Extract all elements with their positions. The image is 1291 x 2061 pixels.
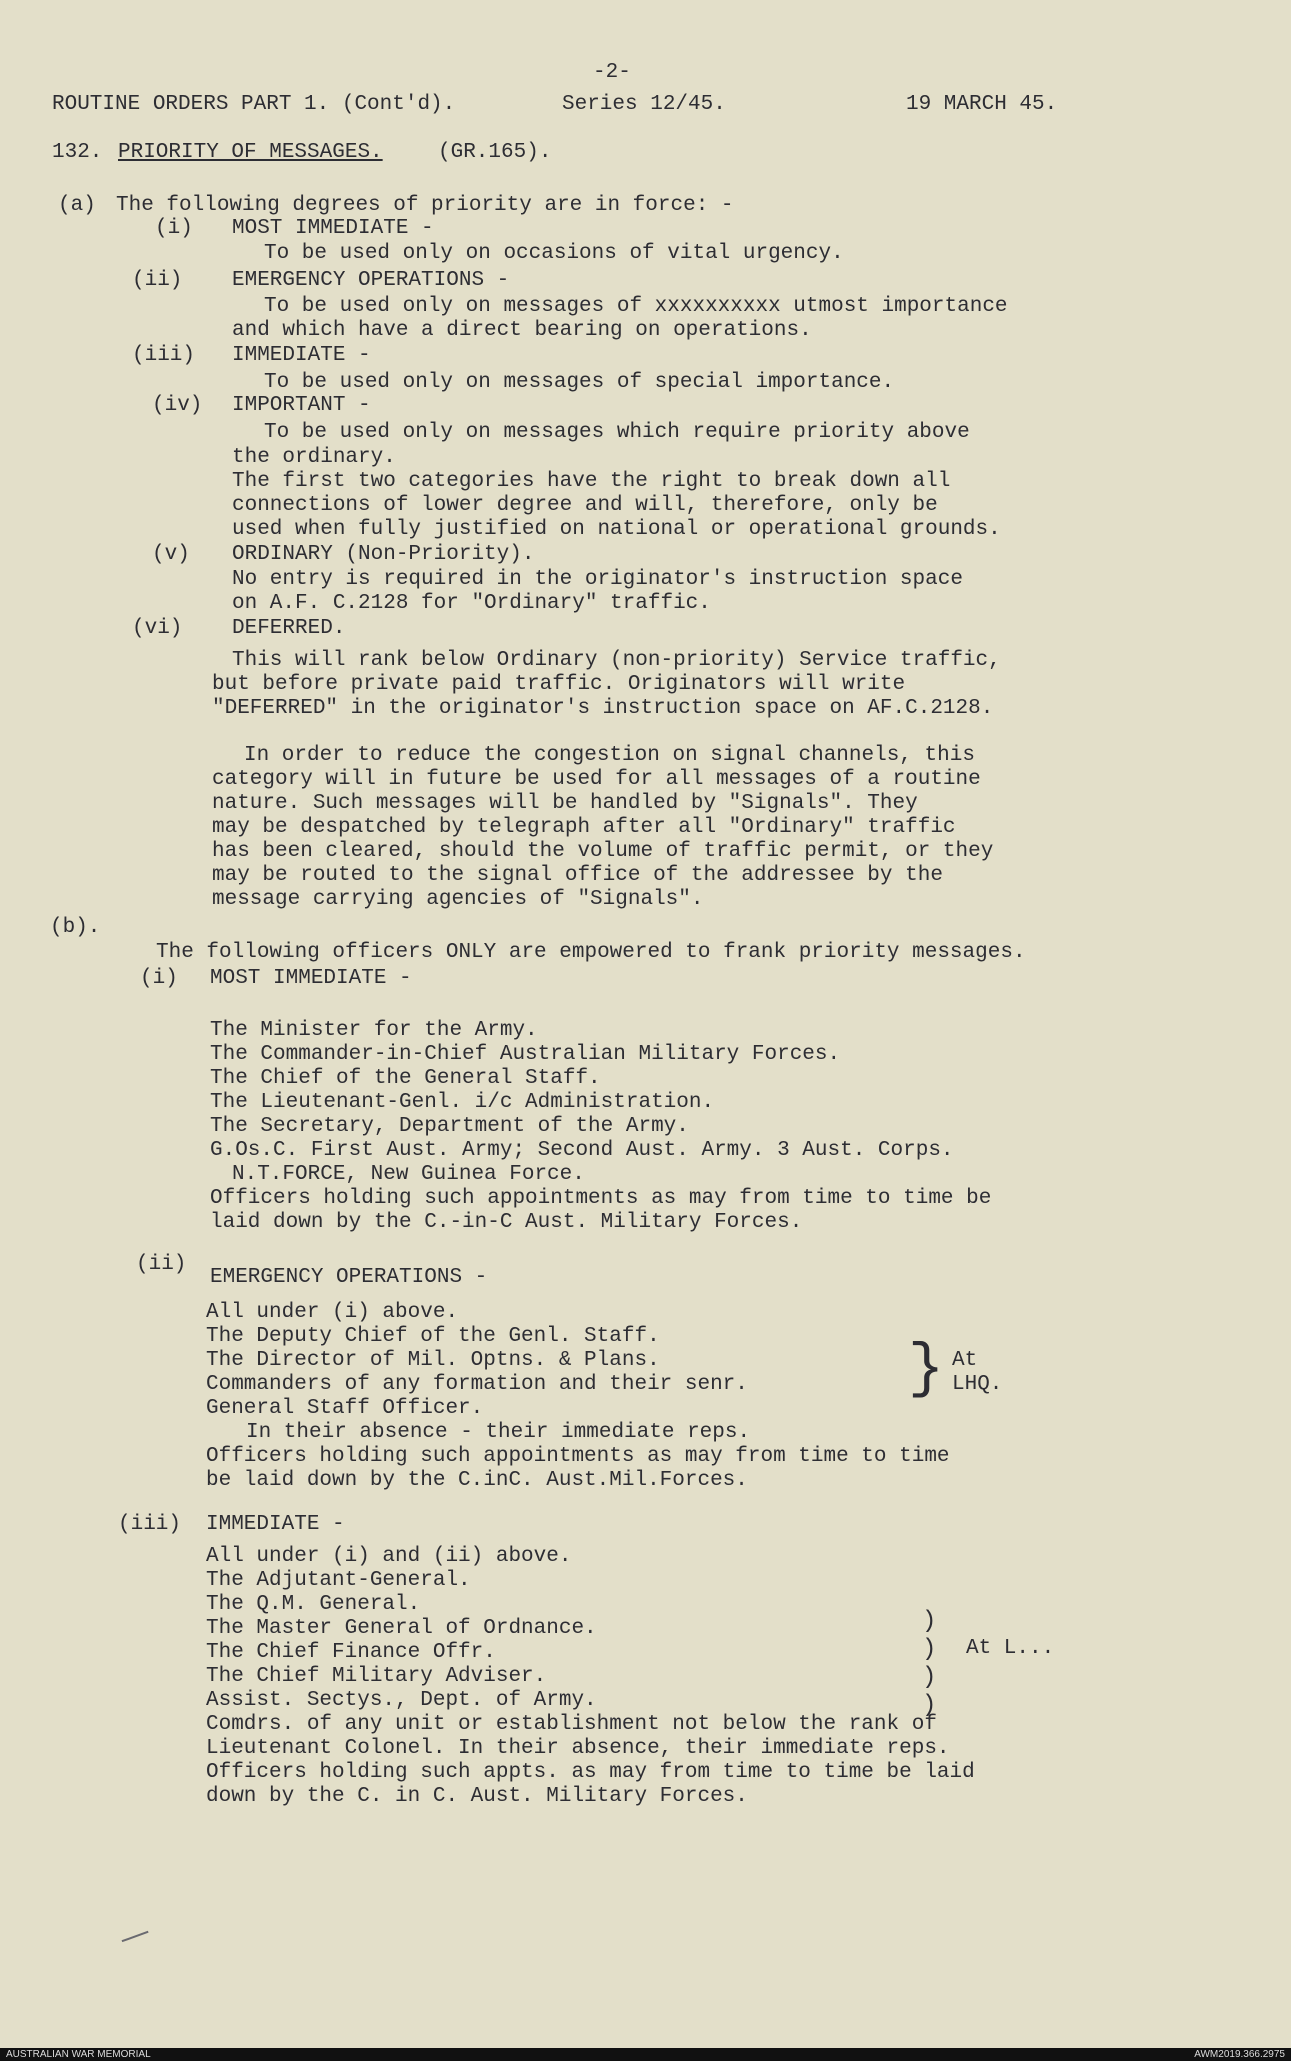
group-text-line: The Lieutenant-Genl. i/c Administration.: [210, 1091, 715, 1114]
part-a-intro: The following degrees of priority are in force: -: [116, 194, 734, 217]
item-text-line: The first two categories have the right to break down all: [232, 470, 951, 493]
item-number: (v): [152, 543, 190, 566]
item-number: (iii): [132, 344, 196, 367]
group-text-line: The Minister for the Army.: [210, 1019, 538, 1042]
group-text-line: N.T.FORCE, New Guinea Force.: [232, 1163, 585, 1186]
group-text-line: The Master General of Ordnance.: [206, 1617, 597, 1640]
group-text-line: In their absence - their immediate reps.: [246, 1421, 751, 1444]
side-note: LHQ.: [952, 1373, 1003, 1396]
group-text-line: Officers holding such appointments as may from time to time: [206, 1445, 950, 1468]
part-b-label: (b).: [50, 916, 101, 939]
group-text-line: The Chief Military Adviser.: [206, 1665, 547, 1688]
group-text-line: The Adjutant-General.: [206, 1569, 471, 1592]
item-title: ORDINARY (Non-Priority).: [232, 543, 535, 566]
item-text-line: the ordinary.: [232, 446, 396, 469]
item-title: EMERGENCY OPERATIONS -: [232, 269, 510, 292]
group-text-line: The Director of Mil. Optns. & Plans.: [206, 1349, 660, 1372]
bracket-mark: ) ) ) ): [922, 1608, 937, 1719]
item-title: DEFERRED.: [232, 617, 346, 640]
group-text-line: Officers holding such appointments as may from time to time be: [210, 1187, 992, 1210]
footer-institution: AUSTRALIAN WAR MEMORIAL: [6, 2049, 151, 2060]
side-note: At: [952, 1349, 978, 1372]
group-text-line: The Chief Finance Offr.: [206, 1641, 496, 1664]
item-text-line: category will in future be used for all messages of a routine: [212, 768, 981, 791]
header-series: Series 12/45.: [562, 93, 726, 116]
item-text-line: may be routed to the signal office of the addressee by the: [212, 864, 943, 887]
group-text-line: All under (i) and (ii) above.: [206, 1545, 572, 1568]
item-number: (ii): [132, 269, 183, 292]
group-title: IMMEDIATE -: [206, 1513, 345, 1536]
group-text-line: All under (i) above.: [206, 1301, 459, 1324]
group-text-line: The Q.M. General.: [206, 1593, 421, 1616]
item-text-line: This will rank below Ordinary (non-priority) Service traffic,: [232, 649, 1001, 672]
item-number: (iv): [152, 394, 203, 417]
group-title: MOST IMMEDIATE -: [210, 967, 412, 990]
item-text-line: and which have a direct bearing on operations.: [232, 319, 812, 342]
section-ref: (GR.165).: [438, 141, 552, 164]
group-text-line: be laid down by the C.inC. Aust.Mil.Forces.: [206, 1469, 748, 1492]
archive-footer: [0, 2048, 1291, 2061]
group-text-line: laid down by the C.-in-C Aust. Military Forces.: [210, 1211, 803, 1234]
group-text-line: The Secretary, Department of the Army.: [210, 1115, 689, 1138]
item-text-line: on A.F. C.2128 for "Ordinary" traffic.: [232, 592, 711, 615]
group-number: (ii): [136, 1253, 187, 1276]
section-number: 132.: [52, 141, 103, 164]
item-text-line: used when fully justified on national or operational grounds.: [232, 518, 1001, 541]
header-title: ROUTINE ORDERS PART 1. (Cont'd).: [52, 93, 456, 116]
item-text-line: may be despatched by telegraph after all "Ordinary" traffic: [212, 816, 956, 839]
group-number: (iii): [118, 1513, 182, 1536]
item-text-line: In order to reduce the congestion on signal channels, this: [244, 744, 975, 767]
group-text-line: Lieutenant Colonel. In their absence, their immediate reps.: [206, 1737, 950, 1760]
item-number: (i): [155, 217, 193, 240]
group-text-line: Officers holding such appts. as may from time to time be laid: [206, 1761, 975, 1784]
group-number: (i): [140, 967, 178, 990]
group-text-line: G.Os.C. First Aust. Army; Second Aust. Army. 3 Aust. Corps.: [210, 1139, 954, 1162]
group-text-line: Comdrs. of any unit or establishment not below the rank of: [206, 1713, 937, 1736]
item-text-line: connections of lower degree and will, therefore, only be: [232, 494, 938, 517]
item-text-line: No entry is required in the originator's instruction space: [232, 568, 963, 591]
part-a-label: (a): [58, 194, 96, 217]
pencil-mark: [115, 1914, 148, 1942]
item-text-line: To be used only on messages of xxxxxxxxxx utmost importance: [264, 295, 1008, 318]
group-text-line: down by the C. in C. Aust. Military Forces.: [206, 1785, 748, 1808]
side-note: At L...: [966, 1637, 1055, 1660]
section-title: PRIORITY OF MESSAGES.: [118, 141, 383, 164]
item-text-line: message carrying agencies of "Signals".: [212, 888, 704, 911]
item-title: IMMEDIATE -: [232, 344, 371, 367]
footer-accession-number: AWM2019.366.2975: [1194, 2049, 1285, 2060]
item-text-line: To be used only on messages which require priority above: [264, 421, 970, 444]
group-title: EMERGENCY OPERATIONS -: [210, 1266, 488, 1289]
page-number: -2-: [593, 61, 631, 84]
group-text-line: Commanders of any formation and their senr.: [206, 1373, 748, 1396]
group-text-line: The Commander-in-Chief Australian Military Forces.: [210, 1043, 841, 1066]
group-text-line: The Deputy Chief of the Genl. Staff.: [206, 1325, 660, 1348]
item-title: IMPORTANT -: [232, 394, 371, 417]
group-text-line: The Chief of the General Staff.: [210, 1067, 601, 1090]
item-title: MOST IMMEDIATE -: [232, 217, 434, 240]
group-text-line: General Staff Officer.: [206, 1397, 484, 1420]
item-number: (vi): [132, 617, 183, 640]
item-text-line: has been cleared, should the volume of traffic permit, or they: [212, 840, 994, 863]
item-text-line: nature. Such messages will be handled by "Signals". They: [212, 792, 918, 815]
group-text-line: Assist. Sectys., Dept. of Army.: [206, 1689, 597, 1712]
item-text-line: "DEFERRED" in the originator's instruction space on AF.C.2128.: [212, 697, 994, 720]
brace-mark: }: [908, 1336, 945, 1404]
item-text-line: but before private paid traffic. Originators will write: [212, 673, 906, 696]
header-date: 19 MARCH 45.: [906, 93, 1058, 116]
item-text-line: To be used only on occasions of vital urgency.: [264, 242, 844, 265]
item-text-line: To be used only on messages of special importance.: [264, 371, 895, 394]
part-b-intro: The following officers ONLY are empowered to frank priority messages.: [156, 941, 1026, 964]
